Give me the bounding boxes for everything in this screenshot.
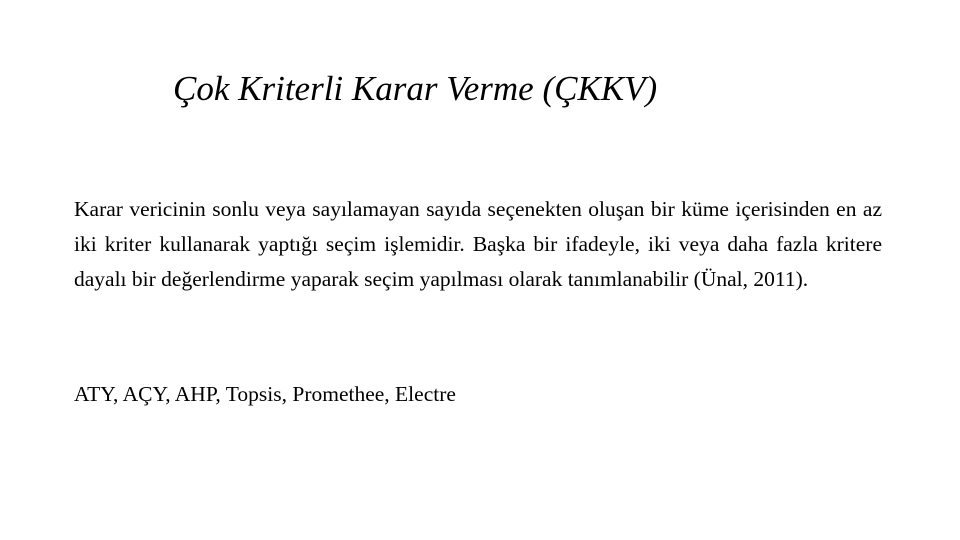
slide-title: Çok Kriterli Karar Verme (ÇKKV) [173,69,658,108]
definition-paragraph: Karar vericinin sonlu veya sayılamayan sayıda seçenekten oluşan bir küme içerisinden en az iki kriter kullanarak yaptığı seçim işlemidir. Başka bir ifadeyle, iki veya daha fazla kritere dayalı bir değerlendirme yaparak seçim yapılması olarak tanımlanabilir (Ünal, 2011). [74,197,882,291]
methods-list: ATY, AÇY, AHP, Topsis, Promethee, Electre [74,382,456,406]
